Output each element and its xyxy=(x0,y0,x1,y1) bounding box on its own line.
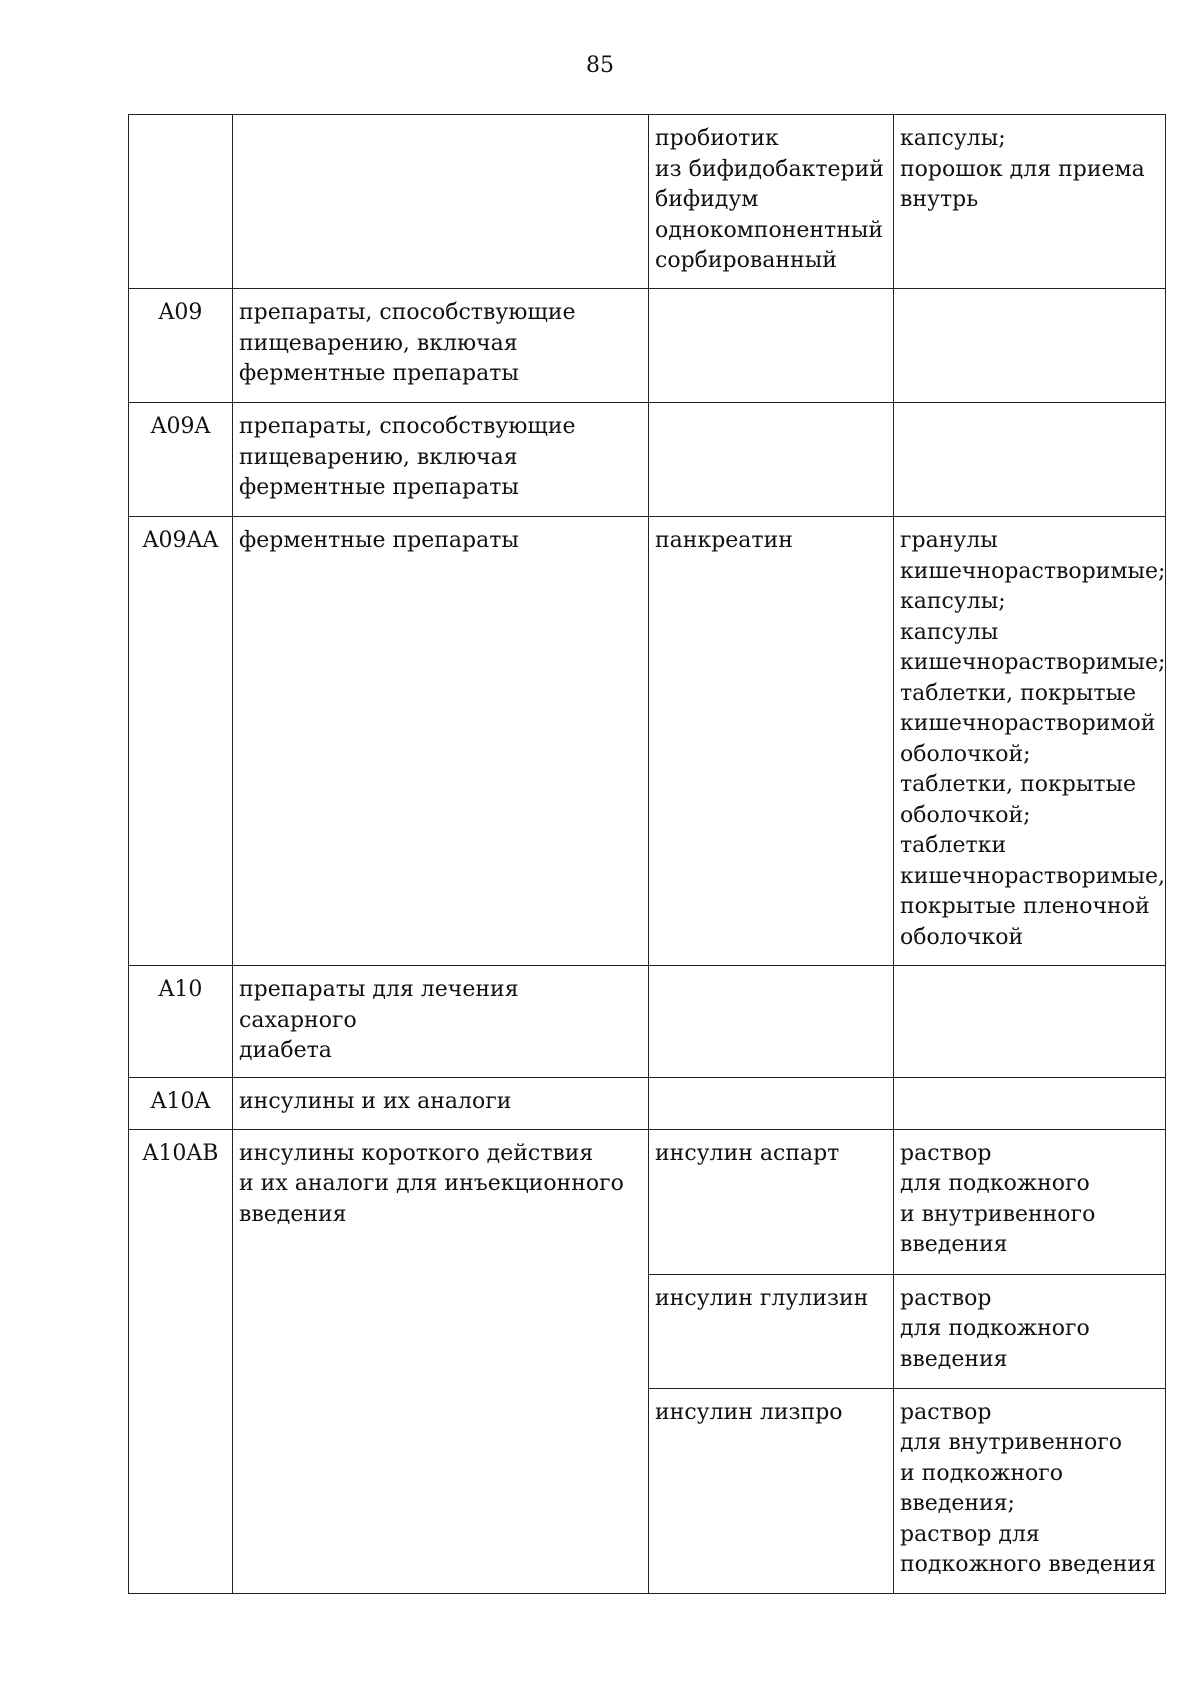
table-row xyxy=(129,403,1166,517)
drug-name-cell: пробиотик из бифидобактерий бифидум однокомпонентный сорбированный xyxy=(649,115,894,289)
drug-name-cell xyxy=(649,403,894,517)
table-row xyxy=(129,966,1166,1078)
group-name-cell: инсулины и их аналоги xyxy=(233,1077,649,1129)
drug-name-cell xyxy=(649,966,894,1078)
drug-name-cell: инсулин лизпро xyxy=(649,1388,894,1593)
atc-code-cell xyxy=(129,115,233,289)
drug-name-cell xyxy=(649,1077,894,1129)
drug-classification-table xyxy=(128,114,1166,1594)
page-number: 85 xyxy=(586,53,614,78)
group-name-cell: препараты, способствующие пищеварению, включая ферментные препараты xyxy=(233,403,649,517)
drug-name-cell: панкреатин xyxy=(649,517,894,966)
table-row xyxy=(129,1129,1166,1274)
group-name-cell: ферментные препараты xyxy=(233,517,649,966)
atc-code-cell: A09A xyxy=(129,403,233,517)
dosage-form-cell xyxy=(894,966,1166,1078)
dosage-form-cell: раствор для внутривенного и подкожного введения; раствор для подкожного введения xyxy=(894,1388,1166,1593)
drug-name-cell xyxy=(649,289,894,403)
dosage-form-cell xyxy=(894,1077,1166,1129)
group-name-cell: инсулины короткого действия и их аналоги для инъекционного введения xyxy=(233,1129,649,1593)
table-row xyxy=(129,115,1166,289)
group-name-cell: препараты для лечения сахарного диабета xyxy=(233,966,649,1078)
drug-name-cell: инсулин глулизин xyxy=(649,1274,894,1388)
dosage-form-cell: капсулы; порошок для приема внутрь xyxy=(894,115,1166,289)
group-name-cell: препараты, способствующие пищеварению, включая ферментные препараты xyxy=(233,289,649,403)
atc-code-cell: A10A xyxy=(129,1077,233,1129)
table-row xyxy=(129,289,1166,403)
atc-code-cell: A09AA xyxy=(129,517,233,966)
table-row xyxy=(129,517,1166,966)
dosage-form-cell: раствор для подкожного и внутривенного введения xyxy=(894,1129,1166,1274)
atc-code-cell: A10AB xyxy=(129,1129,233,1593)
table-row xyxy=(129,1077,1166,1129)
dosage-form-cell xyxy=(894,289,1166,403)
dosage-form-cell: раствор для подкожного введения xyxy=(894,1274,1166,1388)
group-name-cell xyxy=(233,115,649,289)
dosage-form-cell: гранулы кишечнорастворимые; капсулы; капсулы кишечнорастворимые; таблетки, покрытые кишечнорастворимой оболочкой; таблетки, покрытые оболочкой; таблетки кишечнорастворимые, покрытые пленочной оболочкой xyxy=(894,517,1166,966)
dosage-form-cell xyxy=(894,403,1166,517)
atc-code-cell: A10 xyxy=(129,966,233,1078)
atc-code-cell: A09 xyxy=(129,289,233,403)
drug-name-cell: инсулин аспарт xyxy=(649,1129,894,1274)
